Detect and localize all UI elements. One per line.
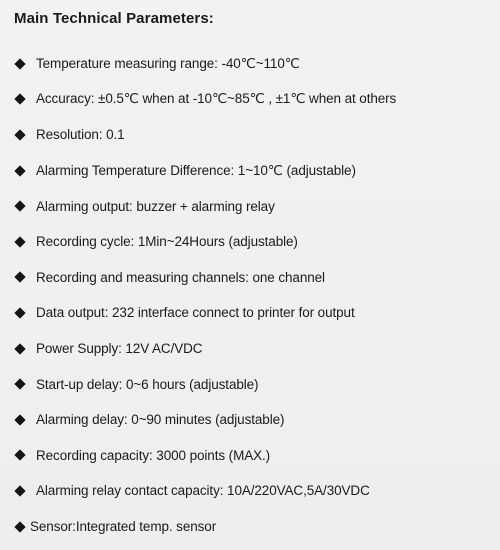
parameter-text: Alarming relay contact capacity: 10A/220VAC,5A/30VDC — [36, 483, 370, 499]
parameter-text: Alarming delay: 0~90 minutes (adjustable) — [36, 412, 285, 428]
list-item — [14, 188, 494, 224]
list-item — [14, 438, 494, 474]
diamond-bullet-icon — [14, 165, 25, 176]
list-item — [14, 82, 494, 118]
list-item — [14, 509, 494, 545]
parameter-text: Recording capacity: 3000 points (MAX.) — [36, 447, 271, 463]
diamond-bullet-icon — [14, 521, 25, 532]
diamond-bullet-icon — [14, 129, 25, 140]
parameter-text: Accuracy: ±0.5℃ when at -10℃~85℃ , ±1℃ when at others — [36, 91, 397, 107]
diamond-bullet-icon — [14, 94, 25, 105]
parameter-text: Sensor:Integrated temp. sensor — [30, 519, 217, 535]
list-item — [14, 153, 494, 189]
diamond-bullet-icon — [14, 450, 25, 461]
parameter-text: Recording cycle: 1Min~24Hours (adjustable) — [36, 234, 298, 250]
list-item — [14, 46, 494, 82]
list-item — [14, 260, 494, 296]
parameter-text: Alarming output: buzzer + alarming relay — [36, 198, 275, 214]
parameter-list — [14, 46, 494, 544]
diamond-bullet-icon — [14, 343, 25, 354]
list-item — [14, 366, 494, 402]
parameter-text: Alarming Temperature Difference: 1~10℃ (adjustable) — [36, 162, 356, 178]
diamond-bullet-icon — [14, 414, 25, 425]
parameter-text: Start-up delay: 0~6 hours (adjustable) — [36, 376, 259, 392]
list-item — [14, 117, 494, 153]
parameter-text: Power Supply: 12V AC/VDC — [36, 341, 203, 357]
diamond-bullet-icon — [14, 378, 25, 389]
parameter-text: Data output: 232 interface connect to printer for output — [36, 305, 355, 321]
list-item — [14, 224, 494, 260]
diamond-bullet-icon — [14, 201, 25, 212]
list-item — [14, 402, 494, 438]
diamond-bullet-icon — [14, 236, 25, 247]
diamond-bullet-icon — [14, 307, 25, 318]
parameter-text: Recording and measuring channels: one channel — [36, 269, 325, 285]
parameter-text: Temperature measuring range: -40℃~110℃ — [36, 55, 300, 71]
list-item — [14, 331, 494, 367]
parameter-text: Resolution: 0.1 — [36, 127, 125, 143]
diamond-bullet-icon — [14, 485, 25, 496]
page-title: Main Technical Parameters: — [14, 10, 214, 27]
diamond-bullet-icon — [14, 272, 25, 283]
list-item — [14, 473, 494, 509]
list-item — [14, 295, 494, 331]
diamond-bullet-icon — [14, 58, 25, 69]
